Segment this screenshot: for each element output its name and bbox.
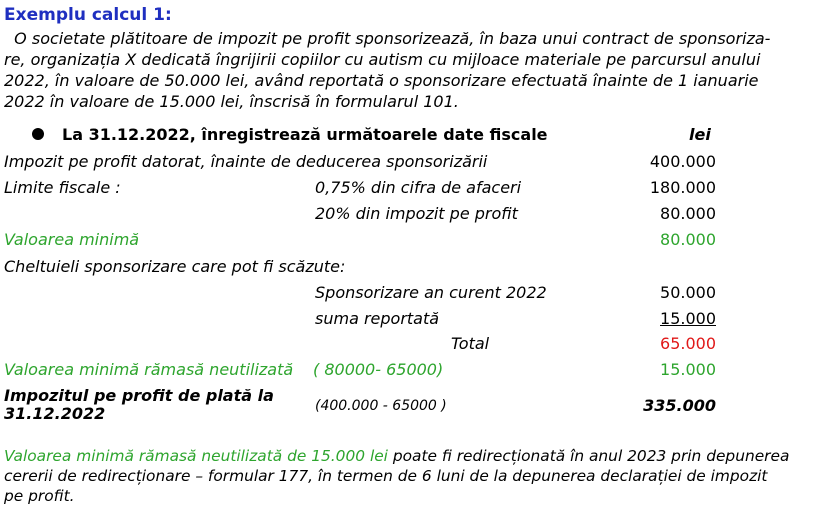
ramasa-neutilizata-formula: ( 80000- 65000)	[313, 360, 444, 379]
limita-cifra-afaceri-label: 0,75% din cifra de afaceri	[315, 178, 522, 197]
limite-fiscale-label: Limite fiscale :	[4, 178, 121, 197]
suma-reportata-label: suma reportată	[315, 309, 440, 328]
total-label: Total	[451, 334, 490, 353]
suma-reportata-value: 15.000	[660, 309, 716, 328]
intro-line: 2022 în valoare de 15.000 lei, înscrisă în formularul 101.	[4, 92, 459, 111]
footer-line: cererii de redirecționare – formular 177, în termen de 6 luni de la depunerea declarației de impozit	[4, 467, 768, 485]
valoare-minima-label: Valoarea minimă	[4, 230, 140, 249]
limita-cifra-afaceri-value: 180.000	[649, 178, 716, 197]
total-value: 65.000	[660, 334, 716, 353]
intro-line: re, organizația X dedicată îngrijirii copiilor cu autism cu mijloace materiale pe parcursul anului	[4, 50, 761, 69]
valoare-minima-value: 80.000	[660, 230, 716, 249]
impozit-datorat-label: Impozit pe profit datorat, înainte de deducerea sponsorizării	[4, 152, 488, 171]
ramasa-neutilizata-label: Valoarea minimă rămasă neutilizată	[4, 360, 294, 379]
sponsorizare-curent-value: 50.000	[660, 283, 716, 302]
intro-line: 2022, în valoare de 50.000 lei, având reportată o sponsorizare efectuată înainte de 1 ianuarie	[4, 71, 759, 90]
bullet-icon	[32, 128, 44, 140]
footer-note	[4, 446, 789, 506]
limita-impozit-value: 80.000	[660, 204, 716, 223]
cheltuieli-label: Cheltuieli sponsorizare care pot fi scăzute:	[4, 257, 346, 276]
section-header: La 31.12.2022, înregistrează următoarele date fiscale	[62, 125, 548, 144]
impozit-plata-date: 31.12.2022	[4, 404, 106, 423]
intro-paragraph	[4, 28, 770, 112]
footer-highlight: Valoarea minimă rămasă neutilizată de 15.000 lei	[4, 447, 388, 465]
page-title: Exemplu calcul 1:	[4, 5, 172, 25]
ramasa-neutilizata-value: 15.000	[660, 360, 716, 379]
impozit-plata-value: 335.000	[643, 396, 716, 415]
footer-text: poate fi redirecționată în anul 2023 prin depunerea	[387, 447, 790, 465]
impozit-plata-formula: (400.000 - 65000 )	[315, 398, 447, 414]
impozit-plata-label: Impozitul pe profit de plată la	[4, 386, 274, 405]
limita-impozit-label: 20% din impozit pe profit	[315, 204, 518, 223]
unit-label: lei	[689, 125, 711, 144]
intro-line: O societate plătitoare de impozit pe profit sponsorizează, în baza unui contract de sponsoriza-	[4, 29, 771, 48]
footer-line	[4, 446, 789, 466]
footer-line: pe profit.	[4, 487, 75, 505]
impozit-datorat-value: 400.000	[649, 152, 716, 171]
sponsorizare-curent-label: Sponsorizare an curent 2022	[315, 283, 547, 302]
